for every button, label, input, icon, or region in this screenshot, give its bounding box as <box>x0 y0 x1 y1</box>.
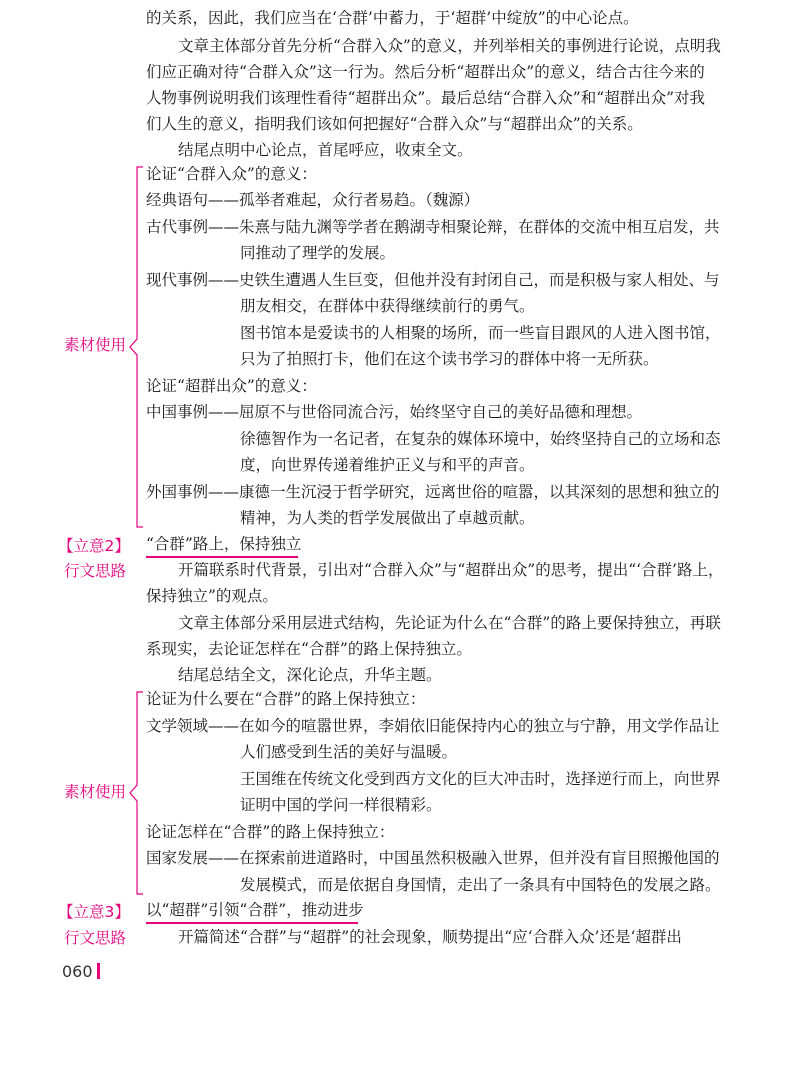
body-line: 保持独立”的观点。 <box>146 587 278 605</box>
material-line: 度，向世界传递着维护正义与和平的声音。 <box>240 456 535 474</box>
material-line: 论证“超群出众”的意义： <box>146 377 317 395</box>
page-marker <box>97 963 100 979</box>
body-line: 结尾总结全文，深化论点，升华主题。 <box>178 666 442 684</box>
body-line: 开篇联系时代背景，引出对“合群入众”与“超群出众”的思考，提出“‘合群’路上， <box>178 561 724 579</box>
body-line: 开篇简述“合群”与“超群”的社会现象，顺势提出“应‘合群入众’还是‘超群出 <box>178 928 682 946</box>
material-line: 同推动了理学的发展。 <box>240 244 396 262</box>
body-line: 系现实，去论证怎样在“合群”的路上保持独立。 <box>146 640 472 658</box>
material-line: 经典语句——孤举者难起，众行者易趋。（魏源） <box>146 191 480 209</box>
material-line: 国家发展——在探索前进道路时，中国虽然积极融入世界，但并没有盲目照搬他国的 <box>146 849 720 867</box>
material-line: 只为了拍照打卡，他们在这个读书学习的群体中将一无所获。 <box>240 350 659 368</box>
material-line: 证明中国的学问一样很精彩。 <box>240 796 442 814</box>
material-line: 论证怎样在“合群”的路上保持独立： <box>146 823 395 841</box>
material-line: 发展模式，而是依据自身国情，走出了一条具有中国特色的发展之路。 <box>240 876 721 894</box>
title-underline <box>146 922 358 924</box>
idea-title: 以“超群”引领“合群”，推动进步 <box>146 901 364 919</box>
material-line: 图书馆本是爱读书的人相聚的场所，而一些盲目跟风的人进入图书馆， <box>240 324 721 342</box>
body-line: 结尾点明中心论点，首尾呼应，收束全文。 <box>178 141 473 159</box>
material-line: 外国事例——康德一生沉浸于哲学研究，远离世俗的喧嚣，以其深刻的思想和独立的 <box>146 483 720 501</box>
material-line: 朋友相交，在群体中获得继续前行的勇气。 <box>240 297 535 315</box>
material-line: 人们感受到生活的美好与温暖。 <box>240 743 458 761</box>
body-line: 们应正确对待“合群入众”这一行为。然后分析“超群出众”的意义，结合古往今来的 <box>146 63 705 81</box>
body-line: 文章主体部分首先分析“合群入众”的意义，并列举相关的事例进行论说，点明我 <box>178 37 721 55</box>
material-line: 中国事例——屈原不与世俗同流合污，始终坚守自己的美好品德和理想。 <box>146 403 643 421</box>
idea-tag: 【立意3】 <box>58 903 130 921</box>
approach-label: 行文思路 <box>64 929 127 947</box>
body-line: 文章主体部分采用层进式结构，先论证为什么在“合群”的路上要保持独立，再联 <box>178 614 721 632</box>
material-line: 王国维在传统文化受到西方文化的巨大冲击时，选择逆行而上，向世界 <box>240 770 721 788</box>
material-line: 现代事例——史铁生遭遇人生巨变，但他并没有封闭自己，而是积极与家人相处、与 <box>146 271 720 289</box>
approach-label: 行文思路 <box>64 562 127 580</box>
material-line: 徐德智作为一名记者，在复杂的媒体环境中，始终坚持自己的立场和态 <box>240 430 721 448</box>
material-line: 论证为什么要在“合群”的路上保持独立： <box>146 690 426 708</box>
material-line: 古代事例——朱熹与陆九渊等学者在鹅湖寺相聚论辩，在群体的交流中相互启发，共 <box>146 218 720 236</box>
material-label: 素材使用 <box>64 783 127 801</box>
idea-tag: 【立意2】 <box>58 537 130 555</box>
body-line: 的关系，因此，我们应当在‘合群’中蓄力，于‘超群’中绽放”的中心论点。 <box>146 9 639 27</box>
page-number: 060 <box>62 962 93 981</box>
body-line: 们人生的意义，指明我们该如何把握好“合群入众”与“超群出众”的关系。 <box>146 115 643 133</box>
material-line: 论证“合群入众”的意义： <box>146 165 317 183</box>
brace-icon <box>128 165 148 529</box>
body-line: 人物事例说明我们该理性看待“超群出众”。最后总结“合群入众”和“超群出众”对我 <box>146 89 706 107</box>
material-line: 文学领域——在如今的喧嚣世界，李娟依旧能保持内心的独立与宁静，用文学作品让 <box>146 717 720 735</box>
idea-title: “合群”路上，保持独立 <box>146 535 302 553</box>
title-underline <box>146 556 298 558</box>
material-label: 素材使用 <box>64 336 127 354</box>
brace-icon <box>128 690 148 896</box>
material-line: 精神，为人类的哲学发展做出了卓越贡献。 <box>240 509 535 527</box>
